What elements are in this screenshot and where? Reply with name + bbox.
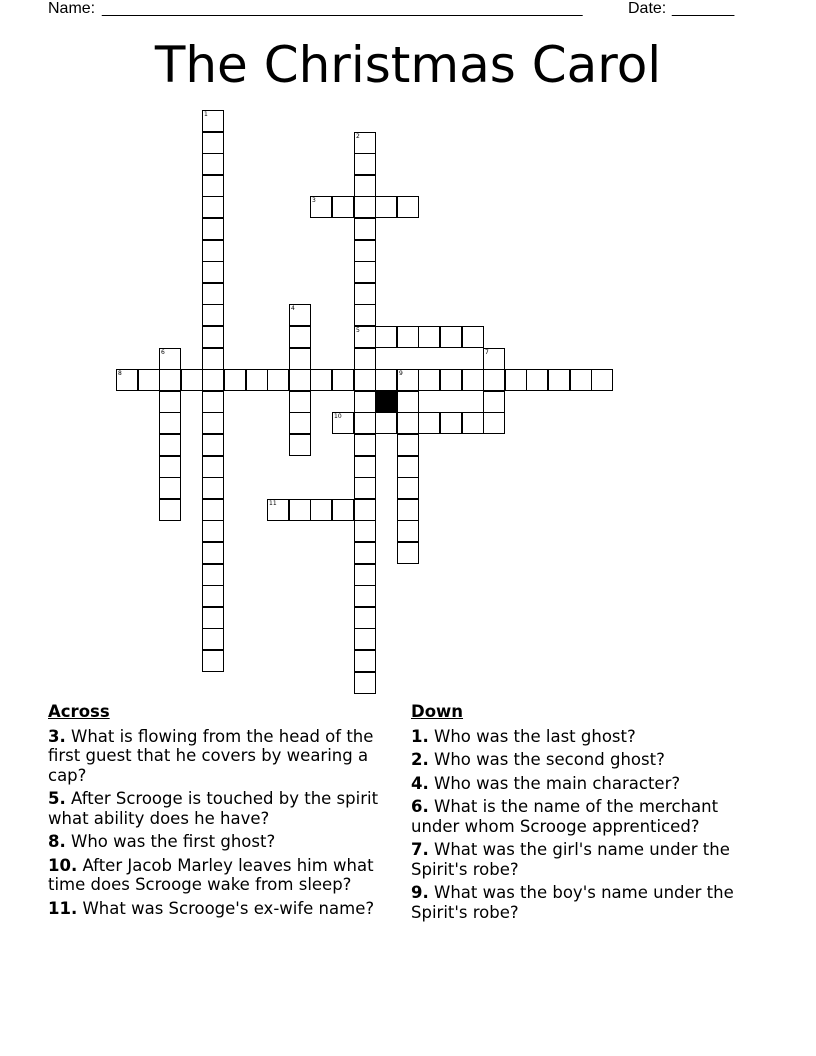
clue-text: Who was the second ghost? (434, 750, 665, 769)
grid-cell[interactable] (354, 326, 376, 348)
grid-cell[interactable] (159, 412, 181, 434)
grid-cell[interactable] (548, 369, 570, 391)
grid-cell[interactable] (267, 369, 289, 391)
cell-number: 2 (356, 133, 360, 140)
grid-cell[interactable] (159, 499, 181, 521)
grid-cell[interactable] (354, 412, 376, 434)
grid-cell[interactable] (397, 542, 419, 564)
clue-text: After Scrooge is touched by the spirit what ability does he have? (48, 789, 379, 828)
grid-cell[interactable] (202, 542, 224, 564)
grid-cell[interactable] (138, 369, 160, 391)
grid-cell[interactable] (289, 348, 311, 370)
across-clue (48, 832, 398, 852)
clue-text: Who was the last ghost? (434, 726, 636, 746)
across-clue (48, 727, 398, 786)
grid-cell[interactable] (354, 564, 376, 586)
clue-text: What was the boy's name under the Spirit's robe? (411, 883, 734, 922)
clue-text: What is flowing from the head of the first guest that he covers by wearing a cap? (48, 726, 374, 785)
across-clues (48, 702, 398, 922)
clue-number: 8. (48, 832, 66, 851)
grid-cell[interactable] (202, 391, 224, 413)
cell-number: 9 (399, 370, 403, 377)
grid-cell[interactable] (202, 261, 224, 283)
grid-cell[interactable] (591, 369, 613, 391)
grid-cell[interactable] (202, 477, 224, 499)
date-field[interactable]: _______ (672, 0, 735, 17)
cell-number: 1 (204, 111, 208, 118)
grid-cell[interactable] (397, 369, 419, 391)
grid-cell[interactable] (397, 456, 419, 478)
clue-text: What is the name of the merchant under whom Scrooge apprenticed? (411, 797, 719, 836)
grid-cell[interactable] (397, 477, 419, 499)
grid-cell[interactable] (375, 326, 397, 348)
across-clue (48, 789, 398, 828)
grid-cell[interactable] (462, 369, 484, 391)
clue-text: After Jacob Marley leaves him what time does Scrooge wake from sleep? (48, 855, 374, 894)
grid-cell[interactable] (354, 283, 376, 305)
name-field[interactable]: ______________________________________________________ (102, 0, 583, 17)
grid-cell[interactable] (397, 499, 419, 521)
grid-cell[interactable] (505, 369, 527, 391)
grid-cell[interactable] (354, 499, 376, 521)
clue-number: 1. (411, 726, 429, 746)
down-clue (411, 774, 761, 794)
grid-cell[interactable] (202, 499, 224, 521)
grid-cell[interactable] (202, 564, 224, 586)
grid-cell[interactable] (375, 196, 397, 218)
grid-cell[interactable] (354, 348, 376, 370)
grid-cell[interactable] (159, 369, 181, 391)
grid-cell[interactable] (354, 175, 376, 197)
cell-number: 8 (118, 370, 122, 377)
grid-cell[interactable] (570, 369, 592, 391)
grid-cell[interactable] (289, 304, 311, 326)
grid-cell[interactable] (440, 412, 462, 434)
cell-number: 6 (161, 349, 165, 356)
cell-number: 11 (269, 500, 277, 507)
grid-cell[interactable] (202, 369, 224, 391)
grid-cell[interactable] (310, 196, 332, 218)
grid-cell[interactable] (397, 520, 419, 542)
grid-cell[interactable] (526, 369, 548, 391)
grid-cell[interactable] (332, 369, 354, 391)
name-label: Name: (48, 0, 96, 17)
blocked-cell (375, 391, 397, 413)
down-clue (411, 840, 761, 879)
grid-cell[interactable] (397, 412, 419, 434)
grid-cell[interactable] (354, 261, 376, 283)
cell-number: 3 (312, 197, 316, 204)
grid-cell[interactable] (202, 240, 224, 262)
grid-cell[interactable] (397, 434, 419, 456)
grid-cell[interactable] (354, 672, 376, 694)
grid-cell[interactable] (224, 369, 246, 391)
grid-cell[interactable] (202, 153, 224, 175)
down-heading: Down (411, 702, 464, 721)
cell-number: 4 (291, 305, 295, 312)
grid-cell[interactable] (440, 369, 462, 391)
grid-cell[interactable] (202, 412, 224, 434)
date-label: Date: (628, 0, 667, 17)
grid-cell[interactable] (354, 369, 376, 391)
grid-cell[interactable] (354, 628, 376, 650)
grid-cell[interactable] (354, 650, 376, 672)
grid-cell[interactable] (397, 326, 419, 348)
grid-cell[interactable] (310, 499, 332, 521)
grid-cell[interactable] (332, 499, 354, 521)
grid-cell[interactable] (483, 348, 505, 370)
grid-cell[interactable] (354, 304, 376, 326)
grid-cell[interactable] (202, 628, 224, 650)
grid-cell[interactable] (181, 369, 203, 391)
cell-number: 5 (356, 327, 360, 334)
grid-cell[interactable] (354, 240, 376, 262)
cell-number: 10 (334, 413, 342, 420)
grid-cell[interactable] (354, 434, 376, 456)
grid-cell[interactable] (483, 369, 505, 391)
grid-cell[interactable] (354, 607, 376, 629)
grid-cell[interactable] (354, 132, 376, 154)
grid-cell[interactable] (202, 348, 224, 370)
grid-cell[interactable] (289, 434, 311, 456)
grid-cell[interactable] (202, 218, 224, 240)
clue-text: Who was the main character? (434, 773, 681, 793)
grid-cell[interactable] (440, 326, 462, 348)
grid-cell[interactable] (289, 391, 311, 413)
across-clue (48, 899, 398, 919)
clue-text: What was the girl's name under the Spirit's robe? (411, 840, 730, 879)
grid-cell[interactable] (202, 110, 224, 132)
grid-cell[interactable] (267, 499, 289, 521)
grid-cell[interactable] (354, 196, 376, 218)
grid-cell[interactable] (397, 391, 419, 413)
clue-number: 6. (411, 797, 429, 816)
across-clue (48, 856, 398, 895)
page-title: The Christmas Carol (154, 36, 662, 94)
grid-cell[interactable] (159, 391, 181, 413)
grid-cell[interactable] (418, 369, 440, 391)
down-clues (411, 702, 761, 926)
grid-cell[interactable] (289, 412, 311, 434)
grid-cell[interactable] (202, 520, 224, 542)
down-clue (411, 727, 761, 747)
clue-number: 7. (411, 840, 429, 859)
clue-number: 9. (411, 883, 429, 902)
grid-cell[interactable] (202, 607, 224, 629)
grid-cell[interactable] (202, 196, 224, 218)
grid-cell[interactable] (354, 391, 376, 413)
clue-number: 10. (48, 855, 78, 875)
clue-number: 3. (48, 726, 66, 746)
grid-cell[interactable] (354, 477, 376, 499)
grid-cell[interactable] (354, 520, 376, 542)
grid-cell[interactable] (202, 326, 224, 348)
grid-cell[interactable] (202, 456, 224, 478)
grid-cell[interactable] (354, 542, 376, 564)
grid-cell[interactable] (332, 412, 354, 434)
clue-number: 2. (411, 750, 429, 769)
clue-text: Who was the first ghost? (71, 832, 276, 851)
grid-cell[interactable] (159, 456, 181, 478)
grid-cell[interactable] (354, 153, 376, 175)
grid-cell[interactable] (310, 369, 332, 391)
grid-cell[interactable] (202, 132, 224, 154)
across-heading: Across (48, 702, 110, 721)
grid-cell[interactable] (202, 434, 224, 456)
grid-cell[interactable] (246, 369, 268, 391)
clue-number: 5. (48, 789, 66, 808)
grid-cell[interactable] (202, 283, 224, 305)
down-clue (411, 883, 761, 922)
grid-cell[interactable] (418, 412, 440, 434)
grid-cell[interactable] (354, 456, 376, 478)
grid-cell[interactable] (159, 348, 181, 370)
grid-cell[interactable] (483, 412, 505, 434)
grid-cell[interactable] (354, 585, 376, 607)
grid-cell[interactable] (332, 196, 354, 218)
grid-cell[interactable] (418, 326, 440, 348)
grid-cell[interactable] (116, 369, 138, 391)
clue-number: 4. (411, 773, 429, 793)
grid-cell[interactable] (202, 650, 224, 672)
grid-cell[interactable] (202, 175, 224, 197)
grid-cell[interactable] (289, 499, 311, 521)
grid-cell[interactable] (289, 369, 311, 391)
grid-cell[interactable] (462, 326, 484, 348)
grid-cell[interactable] (202, 585, 224, 607)
grid-cell[interactable] (483, 391, 505, 413)
grid-cell[interactable] (159, 477, 181, 499)
grid-cell[interactable] (462, 412, 484, 434)
down-clue (411, 797, 761, 836)
grid-cell[interactable] (202, 304, 224, 326)
grid-cell[interactable] (397, 196, 419, 218)
clue-number: 11. (48, 898, 78, 918)
grid-cell[interactable] (354, 218, 376, 240)
clue-text: What was Scrooge's ex-wife name? (82, 898, 375, 918)
grid-cell[interactable] (289, 326, 311, 348)
down-clue (411, 750, 761, 770)
grid-cell[interactable] (159, 434, 181, 456)
grid-cell[interactable] (375, 369, 397, 391)
grid-cell[interactable] (375, 412, 397, 434)
cell-number: 7 (485, 349, 489, 356)
